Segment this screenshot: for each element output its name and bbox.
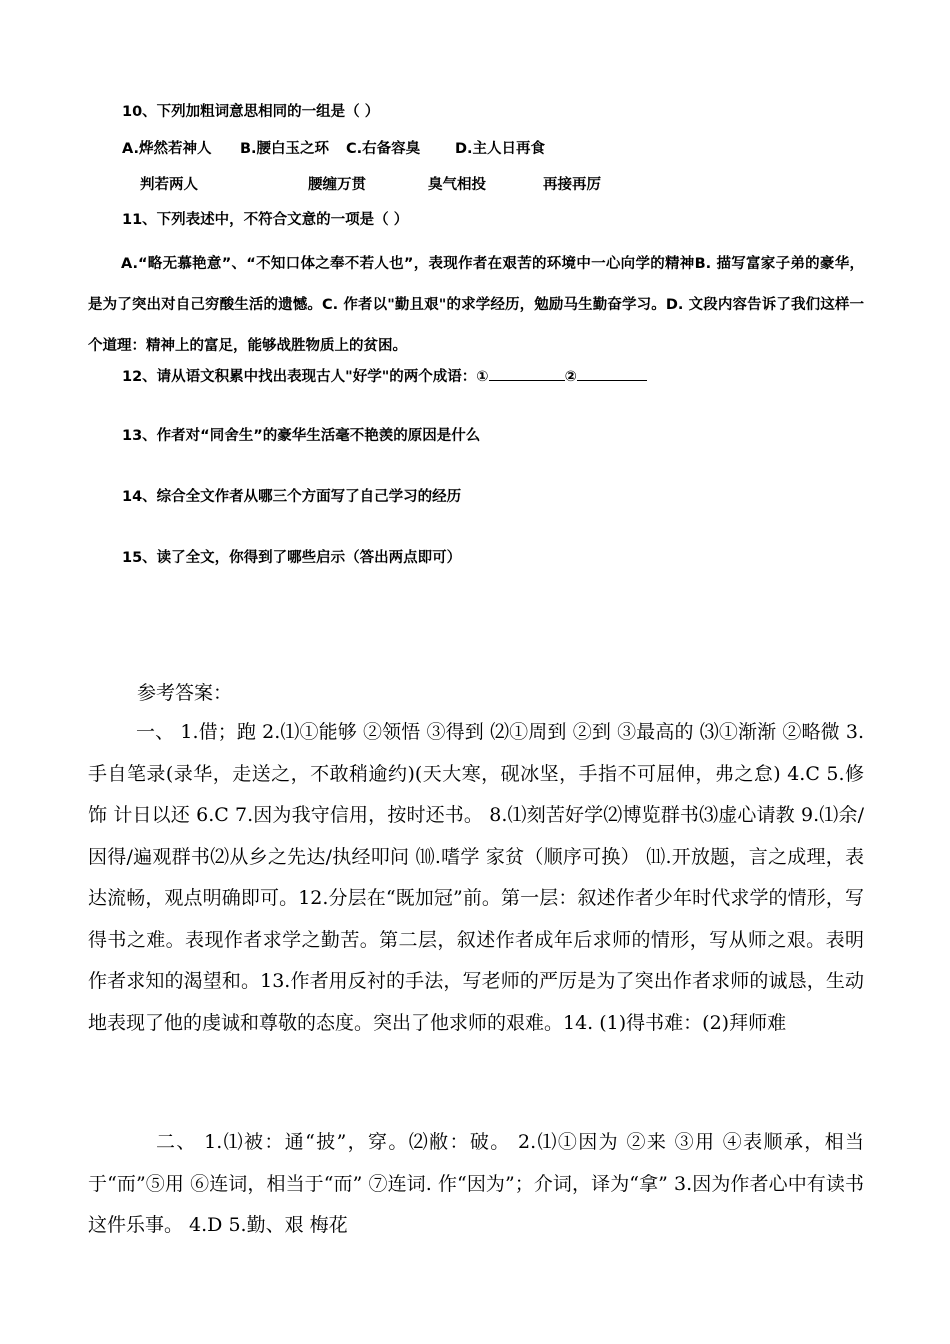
answers-title: 参考答案：: [137, 682, 233, 704]
question-12: [122, 366, 647, 387]
question-12-stem: 12、请从语文积累中找出表现古人"好学"的两个成语：: [122, 369, 477, 385]
q10-option-c: C.右备容臭: [346, 141, 421, 157]
answer-mark-2: ②: [564, 369, 577, 385]
answer-blank-1[interactable]: [489, 366, 565, 381]
question-14: 14、综合全文作者从哪三个方面写了自己学习的经历: [122, 489, 462, 505]
answer-blank-2[interactable]: [577, 366, 647, 381]
q10-option-c-pair: 臭气相投: [428, 177, 486, 193]
q10-option-d: D.主人日再食: [455, 141, 546, 157]
answers-part-2: 二、 1.⑴被：通“披”，穿。⑵敝：破。 2.⑴①因为 ②来 ③用 ④表顺承，相当于“而”⑤用 ⑥连词，相当于“而” ⑦连词. 作“因为”；介词，译为“拿” 3.因为作者心中有读书这件乐事。 4.D 5.勤、艰 梅花: [88, 1131, 864, 1236]
q10-option-b-pair: 腰缠万贯: [308, 177, 366, 193]
q10-option-a: A.烨然若神人: [122, 141, 212, 157]
question-15: 15、读了全文，你得到了哪些启示（答出两点即可）: [122, 550, 462, 566]
question-11-body: A.“略无慕艳意”、“不知口体之奉不若人也”，表现作者在艰苦的环境中一心向学的精神B. 描写富家子弟的豪华，是为了突出对自己穷酸生活的遗憾。C. 作者以"勤且艰"的求学经历，勉励马生勤奋学习。D. 文段内容告诉了我们这样一个道理：精神上的富足，能够战胜物质上的贫困。: [88, 256, 864, 354]
q10-option-b: B.腰白玉之环: [240, 141, 330, 157]
q10-option-a-pair: 判若两人: [140, 177, 198, 193]
question-11-stem: 11、下列表述中，不符合文意的一项是（ ）: [122, 212, 409, 228]
question-10-stem: 10、下列加粗词意思相同的一组是（ ）: [122, 104, 380, 120]
question-13: 13、作者对“同舍生”的豪华生活毫不艳羡的原因是什么: [122, 428, 481, 444]
answers-part-1: 一、 1.借；跑 2.⑴①能够 ②领悟 ③得到 ⑵①周到 ②到 ③最高的 ⑶①渐渐 ②略微 3.手自笔录(录华，走送之，不敢稍逾约)(天大寒，砚冰坚，手指不可屈伸，弗之怠) 4.C 5.修饰 计日以还 6.C 7.因为我守信用，按时还书。 8.⑴刻苦好学⑵博览群书⑶虚心请教 9.⑴余/因得/遍观群书⑵从乡之先达/执经叩问 ⑽.嗜学 家贫（顺序可换） ⑾.开放题，言之成理，表达流畅，观点明确即可。12.分层在“既加冠”前。第一层：叙述作者少年时代求学的情形，写得书之难。表现作者求学之勤苦。第二层，叙述作者成年后求师的情形，写从师之艰。表明作者求知的渴望和。13.作者用反衬的手法，写老师的严厉是为了突出作者求师的诚恳，生动地表现了他的虔诚和尊敬的态度。突出了他求师的艰难。14. (1)得书难：(2)拜师难: [88, 721, 864, 1034]
q10-option-d-pair: 再接再厉: [543, 177, 601, 193]
answer-mark-1: ①: [476, 369, 489, 385]
